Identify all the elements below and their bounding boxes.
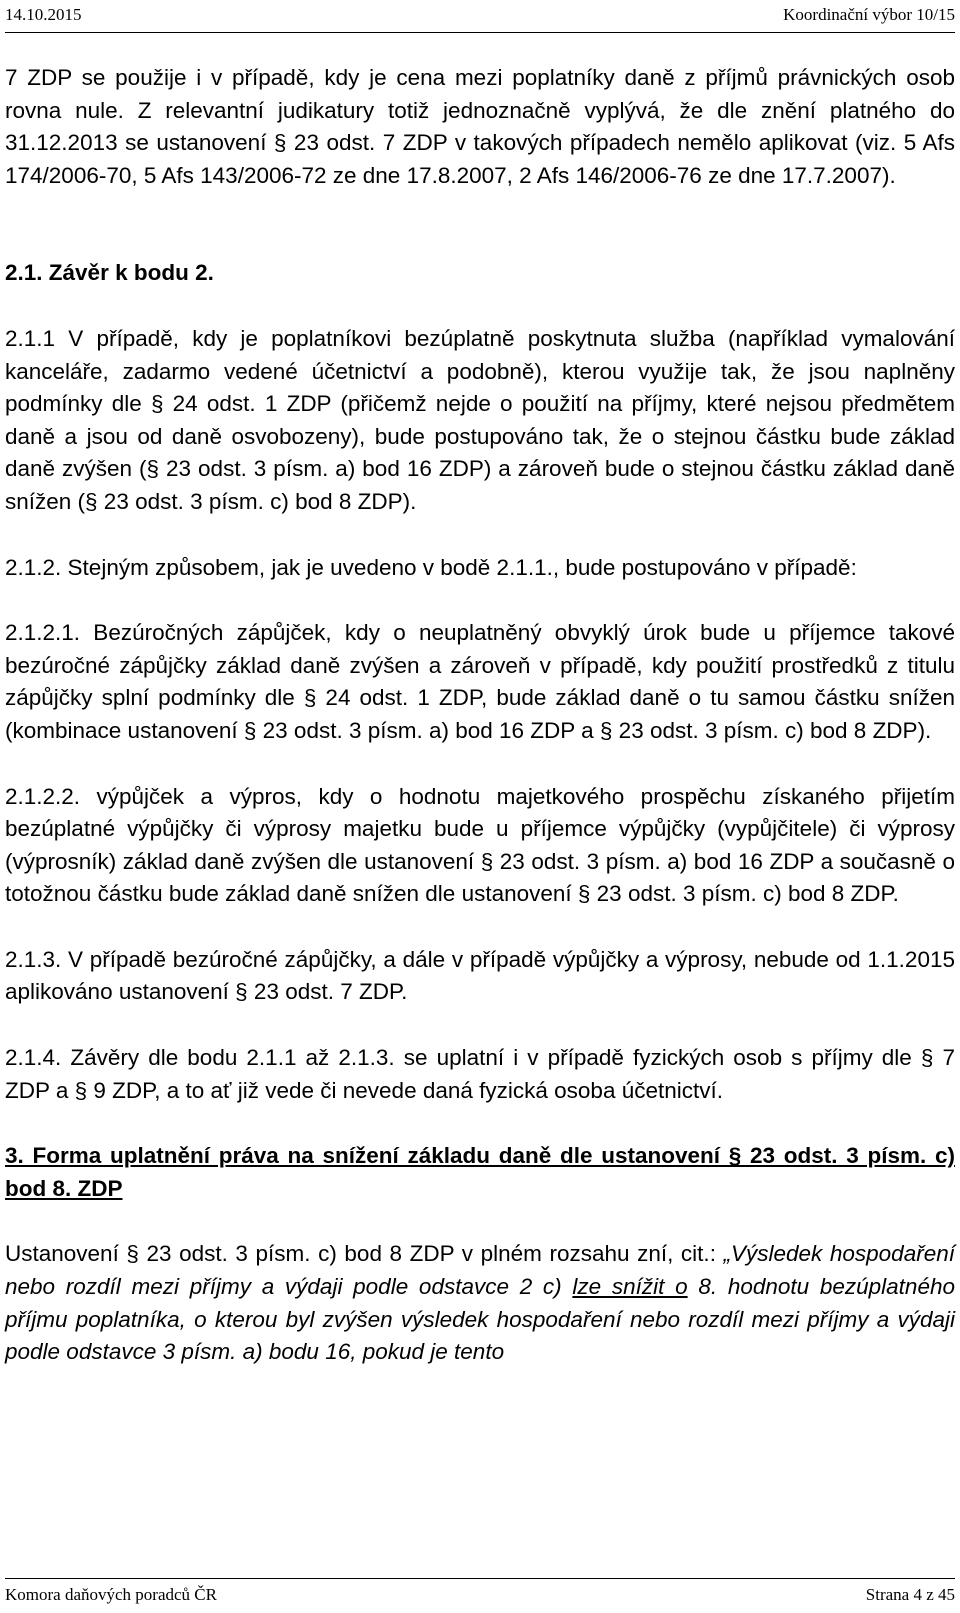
section-heading-3: 3. Forma uplatnění práva na snížení základu daně dle ustanovení § 23 odst. 3 písm. c) bod 8. ZDP xyxy=(5,1143,955,1201)
quote-underlined-phrase: lze snížit o xyxy=(572,1274,688,1300)
header-date: 14.10.2015 xyxy=(5,5,82,24)
quote-text-start: „Výsledek hospodaření nebo rozdíl mezi příjmy a výdaji podle odstavce 2 c) xyxy=(5,1241,955,1300)
paragraph-2-1-3: 2.1.3. V případě bezúročné zápůjčky, a dále v případě výpůjčky a výprosy, nebude od 1.1.2015 aplikováno ustanovení § 23 odst. 7 ZDP. xyxy=(5,946,955,1005)
header-meeting: Koordinační výbor 10/15 xyxy=(783,5,955,24)
page-header xyxy=(5,2,955,28)
paragraph-3-quote xyxy=(5,1238,955,1368)
paragraph-2-1-2: 2.1.2. Stejným způsobem, jak je uvedeno v bodě 2.1.1., bude postupováno v případě: xyxy=(5,554,857,580)
footer-divider xyxy=(5,1578,955,1579)
paragraph-2-1-4: 2.1.4. Závěry dle bodu 2.1.1 až 2.1.3. se uplatní i v případě fyzických osob s příjmy dle § 7 ZDP a § 9 ZDP, a to ať již vede či nevede daná fyzická osoba účetnictví. xyxy=(5,1045,955,1103)
header-divider xyxy=(5,32,955,33)
quote-lead-in: Ustanovení § 23 odst. 3 písm. c) bod 8 ZDP v plném rozsahu zní, cit.: xyxy=(5,1241,724,1267)
quote-text-end: 8. hodnotu bezúplatného příjmu poplatníka, o kterou byl zvýšen výsledek hospodaření nebo rozdíl mezi příjmy a výdaji podle odstavce 3 písm. a) bodu 16, pokud je tento xyxy=(5,1274,955,1365)
page-footer xyxy=(5,1582,955,1608)
intro-paragraph: 7 ZDP se použije i v případě, kdy je cena mezi poplatníky daně z příjmů právnických osob rovna nule. Z relevantní judikatury totiž jednoznačně vyplývá, že dle znění platného do 31.12.2013 se ustanovení § 23 odst. 7 ZDP v takových případech nemělo aplikovat (viz. 5 Afs 174/2006-70, 5 Afs 143/2006-72 ze dne 17.8.2007, 2 Afs 146/2006-76 ze dne 17.7.2007). xyxy=(5,65,955,188)
section-heading-2-1: 2.1. Závěr k bodu 2. xyxy=(5,260,214,286)
paragraph-2-1-2-1: 2.1.2.1. Bezúročných zápůjček, kdy o neuplatněný obvyklý úrok bude u příjemce takové bezúročné zápůjčky základ daně zvýšen a zároveň v případě, kdy použití prostředků z titulu zápůjčky splní podmínky dle § 24 odst. 1 ZDP, bude základ daně o tu samou částku snížen (kombinace ustanovení § 23 odst. 3 písm. a) bod 16 ZDP a § 23 odst. 3 písm. c) bod 8 ZDP). xyxy=(5,620,955,743)
footer-organization: Komora daňových poradců ČR xyxy=(5,1585,217,1604)
document-body xyxy=(5,62,955,1369)
footer-page-number: Strana 4 z 45 xyxy=(865,1585,955,1604)
paragraph-2-1-2-2: 2.1.2.2. výpůjček a výpros, kdy o hodnotu majetkového prospěchu získaného přijetím bezúplatné výpůjčky či výprosy majetku bude u příjemce výpůjčky (vypůjčitele) či výprosy (výprosník) základ daně zvýšen dle ustanovení § 23 odst. 3 písm. a) bod 16 ZDP a současně o totožnou částku bude základ daně snížen dle ustanovení § 23 odst. 3 písm. c) bod 8 ZDP. xyxy=(5,783,955,907)
paragraph-2-1-1: 2.1.1 V případě, kdy je poplatníkovi bezúplatně poskytnuta služba (například vymalování kanceláře, zadarmo vedené účetnictví a podobně), kterou využije tak, že jsou naplněny podmínky dle § 24 odst. 1 ZDP (přičemž nejde o použití na příjmy, které nejsou předmětem daně a jsou od daně osvobozeny), bude postupováno tak, že o stejnou částku bude základ daně zvýšen (§ 23 odst. 3 písm. a) bod 16 ZDP) a zároveň bude o stejnou částku základ daně snížen (§ 23 odst. 3 písm. c) bod 8 ZDP). xyxy=(5,325,955,514)
